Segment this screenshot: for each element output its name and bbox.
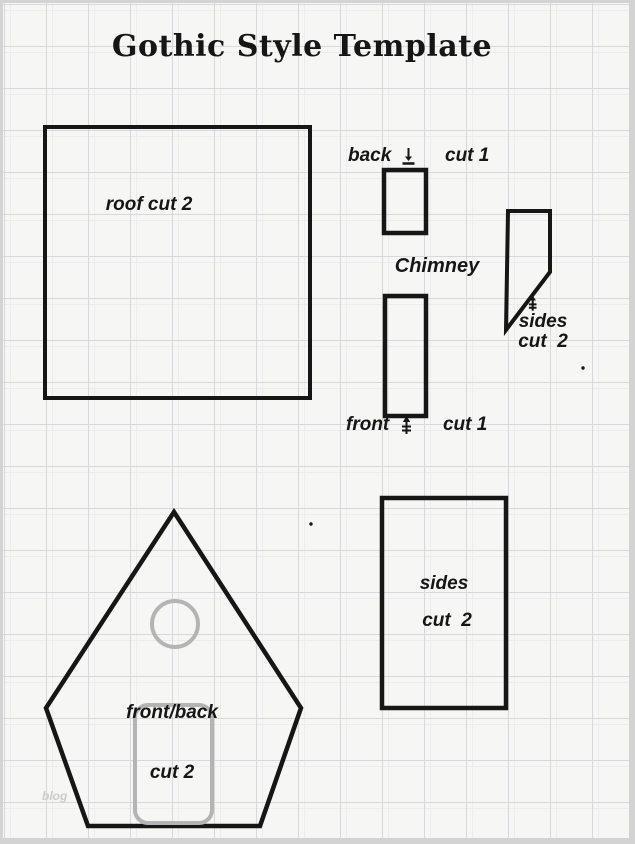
chimney-side-cut: cut 2	[518, 331, 568, 352]
chimney-heading: Chimney	[394, 255, 480, 277]
front-back-name: front/back	[126, 702, 218, 723]
up-arrow-double-bar-icon	[527, 295, 559, 312]
front-back-label	[126, 663, 218, 823]
chimney-front-outline	[385, 296, 426, 416]
chimney-front-cut: cut 1	[442, 414, 488, 435]
chimney-back-word: back	[348, 145, 392, 166]
chimney-back-outline	[384, 170, 426, 233]
side-wall-name: sides	[419, 573, 469, 594]
speck-dot	[309, 522, 312, 525]
down-arrow-to-bar-icon	[402, 147, 434, 165]
window-circle	[152, 601, 198, 647]
chimney-back-cut: cut 1	[445, 145, 490, 166]
roof-label: roof cut 2	[105, 194, 193, 215]
page-title: Gothic Style Template	[111, 29, 493, 64]
roof-outline	[45, 127, 310, 398]
front-back-cut: cut 2	[149, 762, 195, 783]
speck-dot	[581, 366, 584, 369]
shapes-layer	[3, 3, 635, 844]
up-arrow-double-bar-icon	[400, 416, 432, 435]
side-wall-cut: cut 2	[422, 610, 472, 631]
chimney-front-label	[346, 415, 487, 435]
chimney-front-word: front	[346, 414, 390, 435]
chimney-side-label	[518, 295, 568, 352]
watermark: blog	[42, 789, 68, 803]
chimney-side-name: sides	[518, 311, 568, 332]
side-wall-outline	[382, 498, 506, 708]
chimney-back-label	[348, 146, 489, 166]
